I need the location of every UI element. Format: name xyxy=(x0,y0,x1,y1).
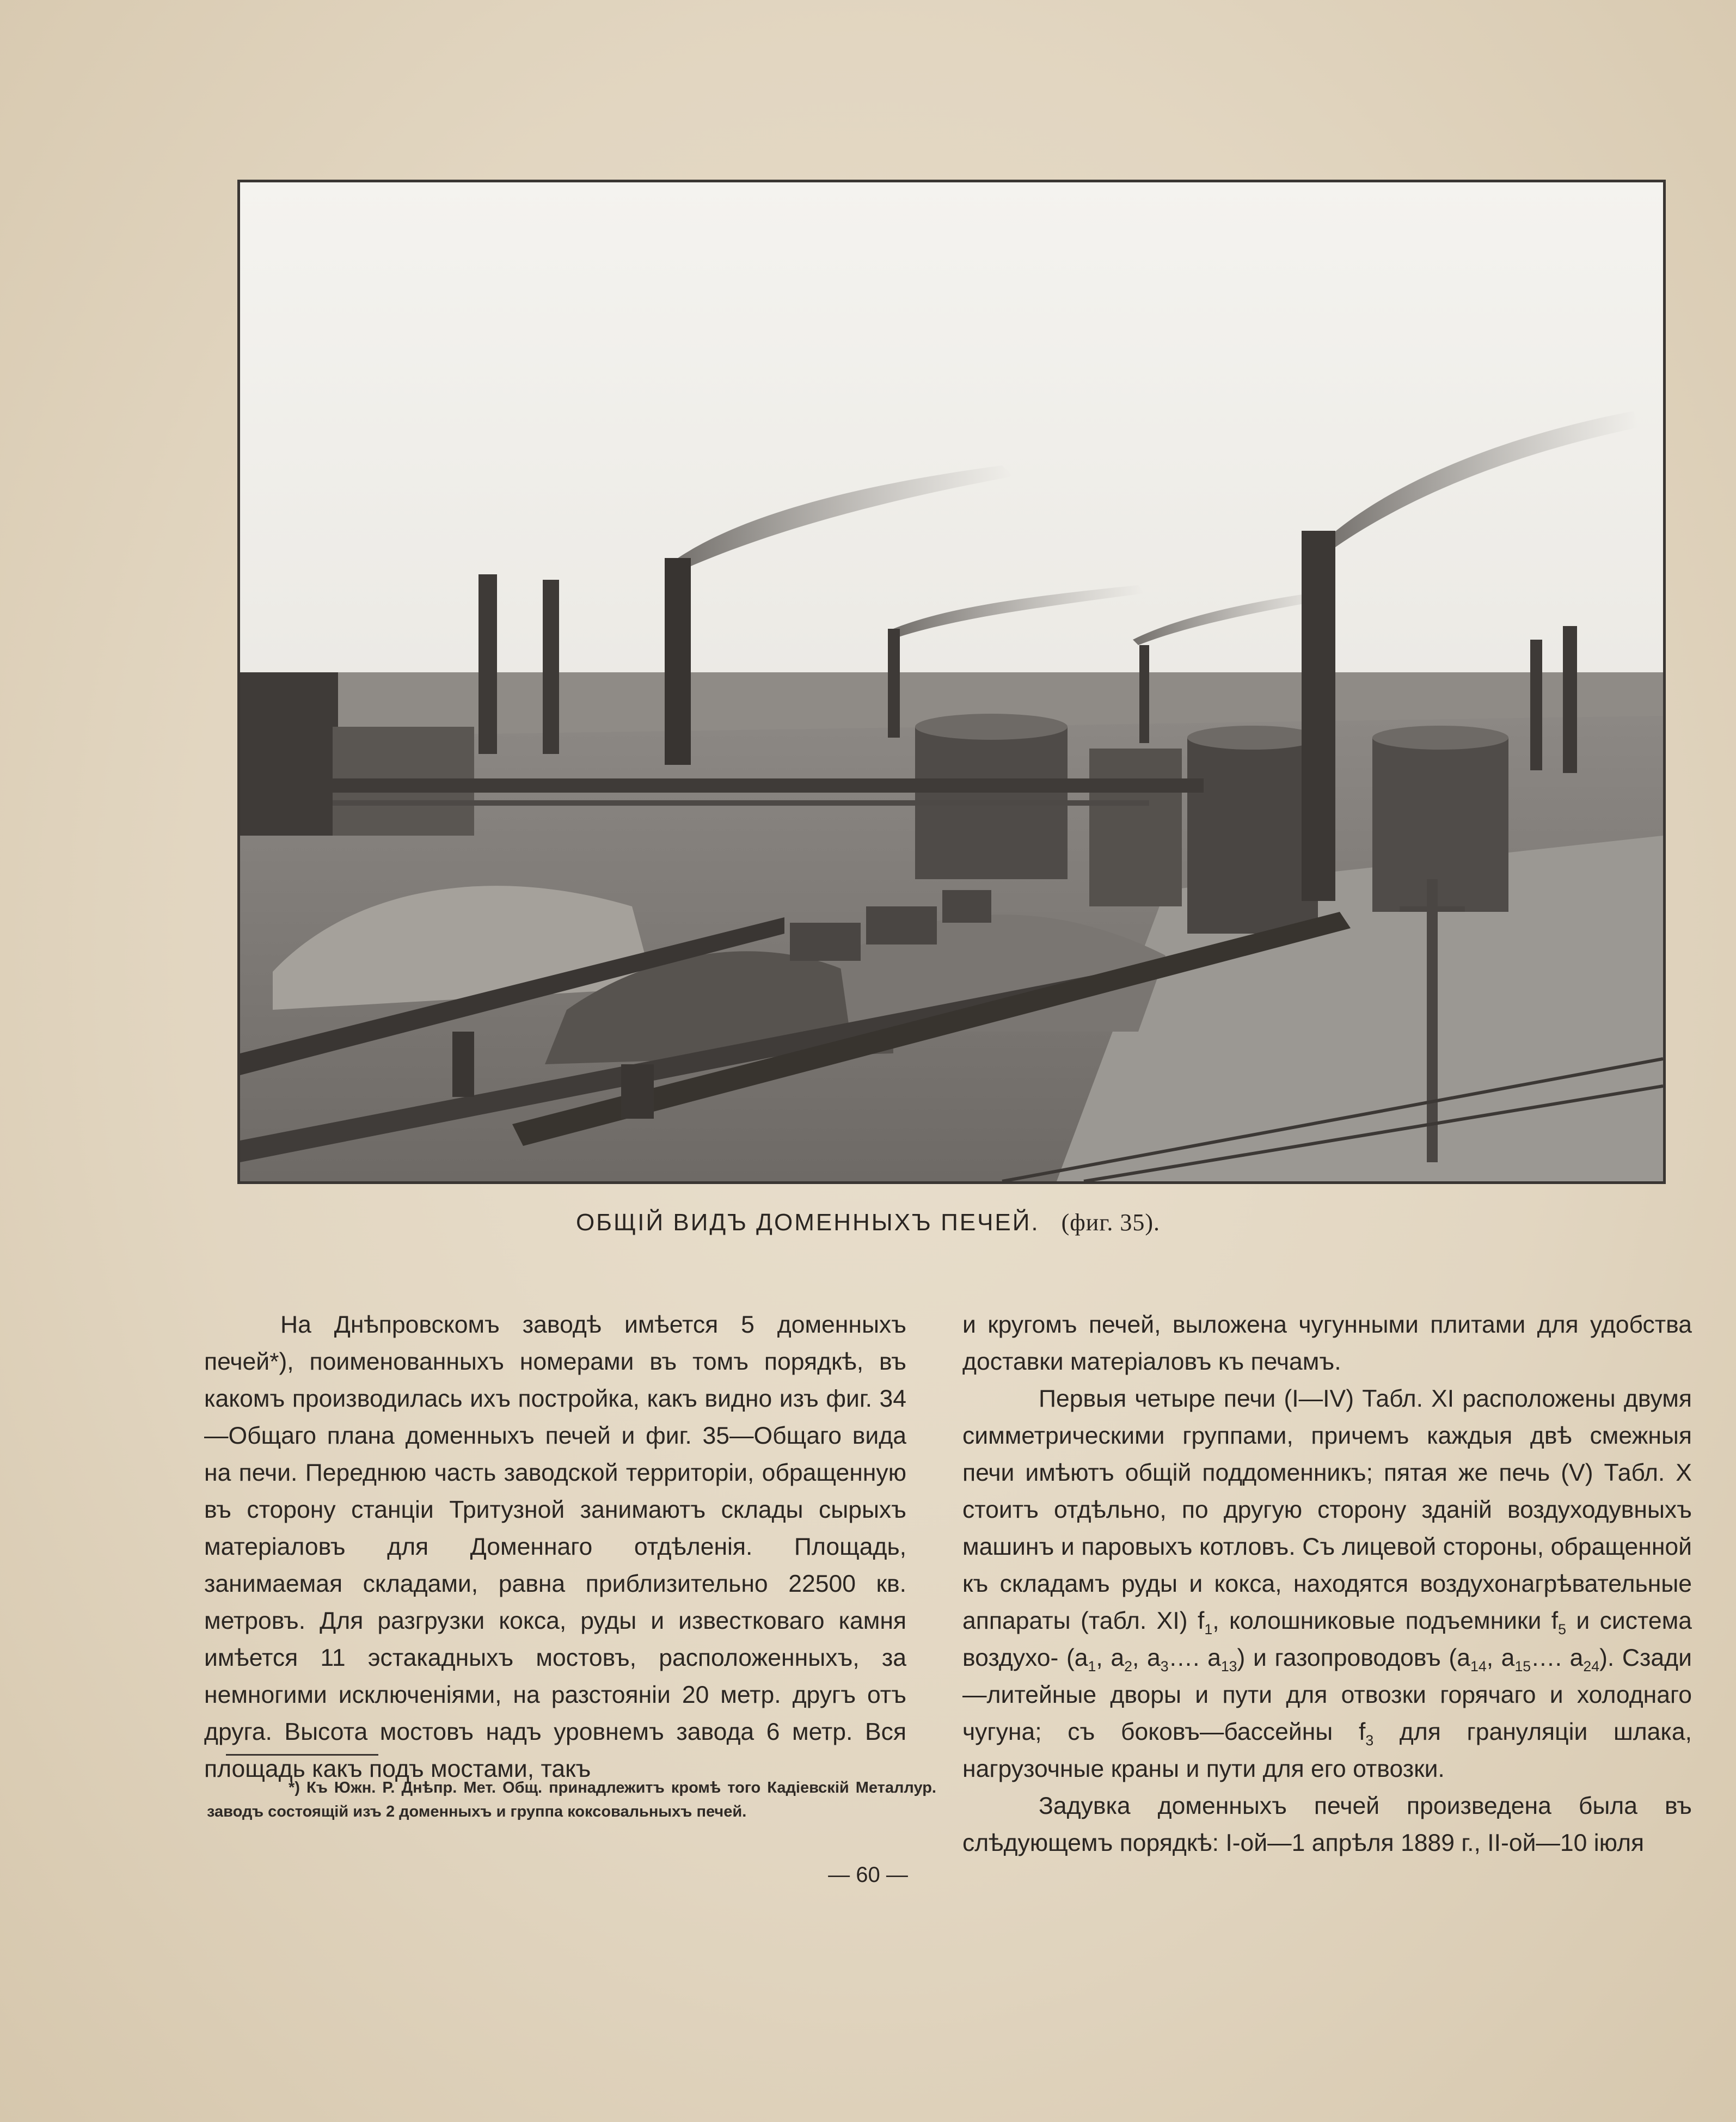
right-paragraph-3: Задувка доменныхъ печей произведена была въ слѣдующемъ порядкѣ: I-ой—1 апрѣля 1889 г., II-ой—10 іюля xyxy=(962,1793,1692,1856)
left-paragraph: На Днѣпровскомъ заводѣ имѣется 5 доменныхъ печей*), поименованныхъ номерами въ томъ порядкѣ, въ какомъ производилась ихъ постройка, какъ видно изъ фиг. 34—Общаго плана доменныхъ печей и фиг. 35—Общаго вида на печи. Переднюю часть заводской территоріи, обращенную въ сторону станціи Тритузной занимаютъ склады сырыхъ матеріаловъ для Доменнаго отдѣленія. Площадь, занимаемая складами, равна приблизительно 22500 кв. метровъ. Для разгрузки кокса, руды и известковаго камня имѣется 11 эстакадныхъ мостовъ, расположенныхъ, за немногими исключеніями, на разстояніи 20 метр. другъ отъ друга. Высота мостовъ надъ уровнемъ завода 6 метр. Вся площадь какъ подъ мостами, такъ xyxy=(204,1311,906,1782)
blast-furnace-photograph xyxy=(240,182,1663,1181)
left-column xyxy=(204,1307,906,1788)
right-paragraph-2: Первыя четыре печи (I—IV) Табл. XI расположены двумя симметрическими группами, причемъ каждыя двѣ смежныя печи имѣютъ общій поддоменникъ; пятая же печь (V) Табл. X стоитъ отдѣльно, по другую сторону зданій воздуходувныхъ машинъ и паровыхъ котловъ. Съ лицевой стороны, обращенной къ складамъ руды и кокса, находятся воздухонагрѣвательные аппараты (табл. XI) $f_1$, колошниковые подъемники $f_5$ и система воздухо- ($a_1$, $a_2$, $a_3\dots$. $a_{13}$) и газопроводовъ ($a_{14}$, $a_{15}\dots$. $a_{24}$). Сзади—литейные дворы и пути для отвозки горячаго и холоднаго чугуна; съ боковъ—бассейны $f_3$ для грануляціи шлака, нагрузочные краны и пути для его отвозки. xyxy=(962,1385,1692,1782)
figure-caption xyxy=(0,1209,1736,1236)
right-column xyxy=(962,1307,1692,1862)
factory-photo xyxy=(237,180,1666,1184)
page-number: — 60 — xyxy=(828,1863,908,1887)
footnote-rule xyxy=(226,1754,378,1756)
caption-title: ОБЩІЙ ВИДЪ ДОМЕННЫХЪ ПЕЧЕЙ. xyxy=(575,1209,1040,1236)
caption-figure-number: (фиг. 35). xyxy=(1061,1209,1161,1236)
right-paragraph-1: и кругомъ печей, выложена чугунными плитами для удобства доставки матеріаловъ къ печамъ. xyxy=(962,1311,1692,1375)
footnote xyxy=(207,1776,936,1824)
footnote-text: *) Къ Южн. Р. Днѣпр. Мет. Общ. принадлежитъ кромѣ того Кадіевскій Металлур. заводъ состоящій изъ 2 доменныхъ и группа коксовальныхъ печей. xyxy=(207,1779,936,1820)
